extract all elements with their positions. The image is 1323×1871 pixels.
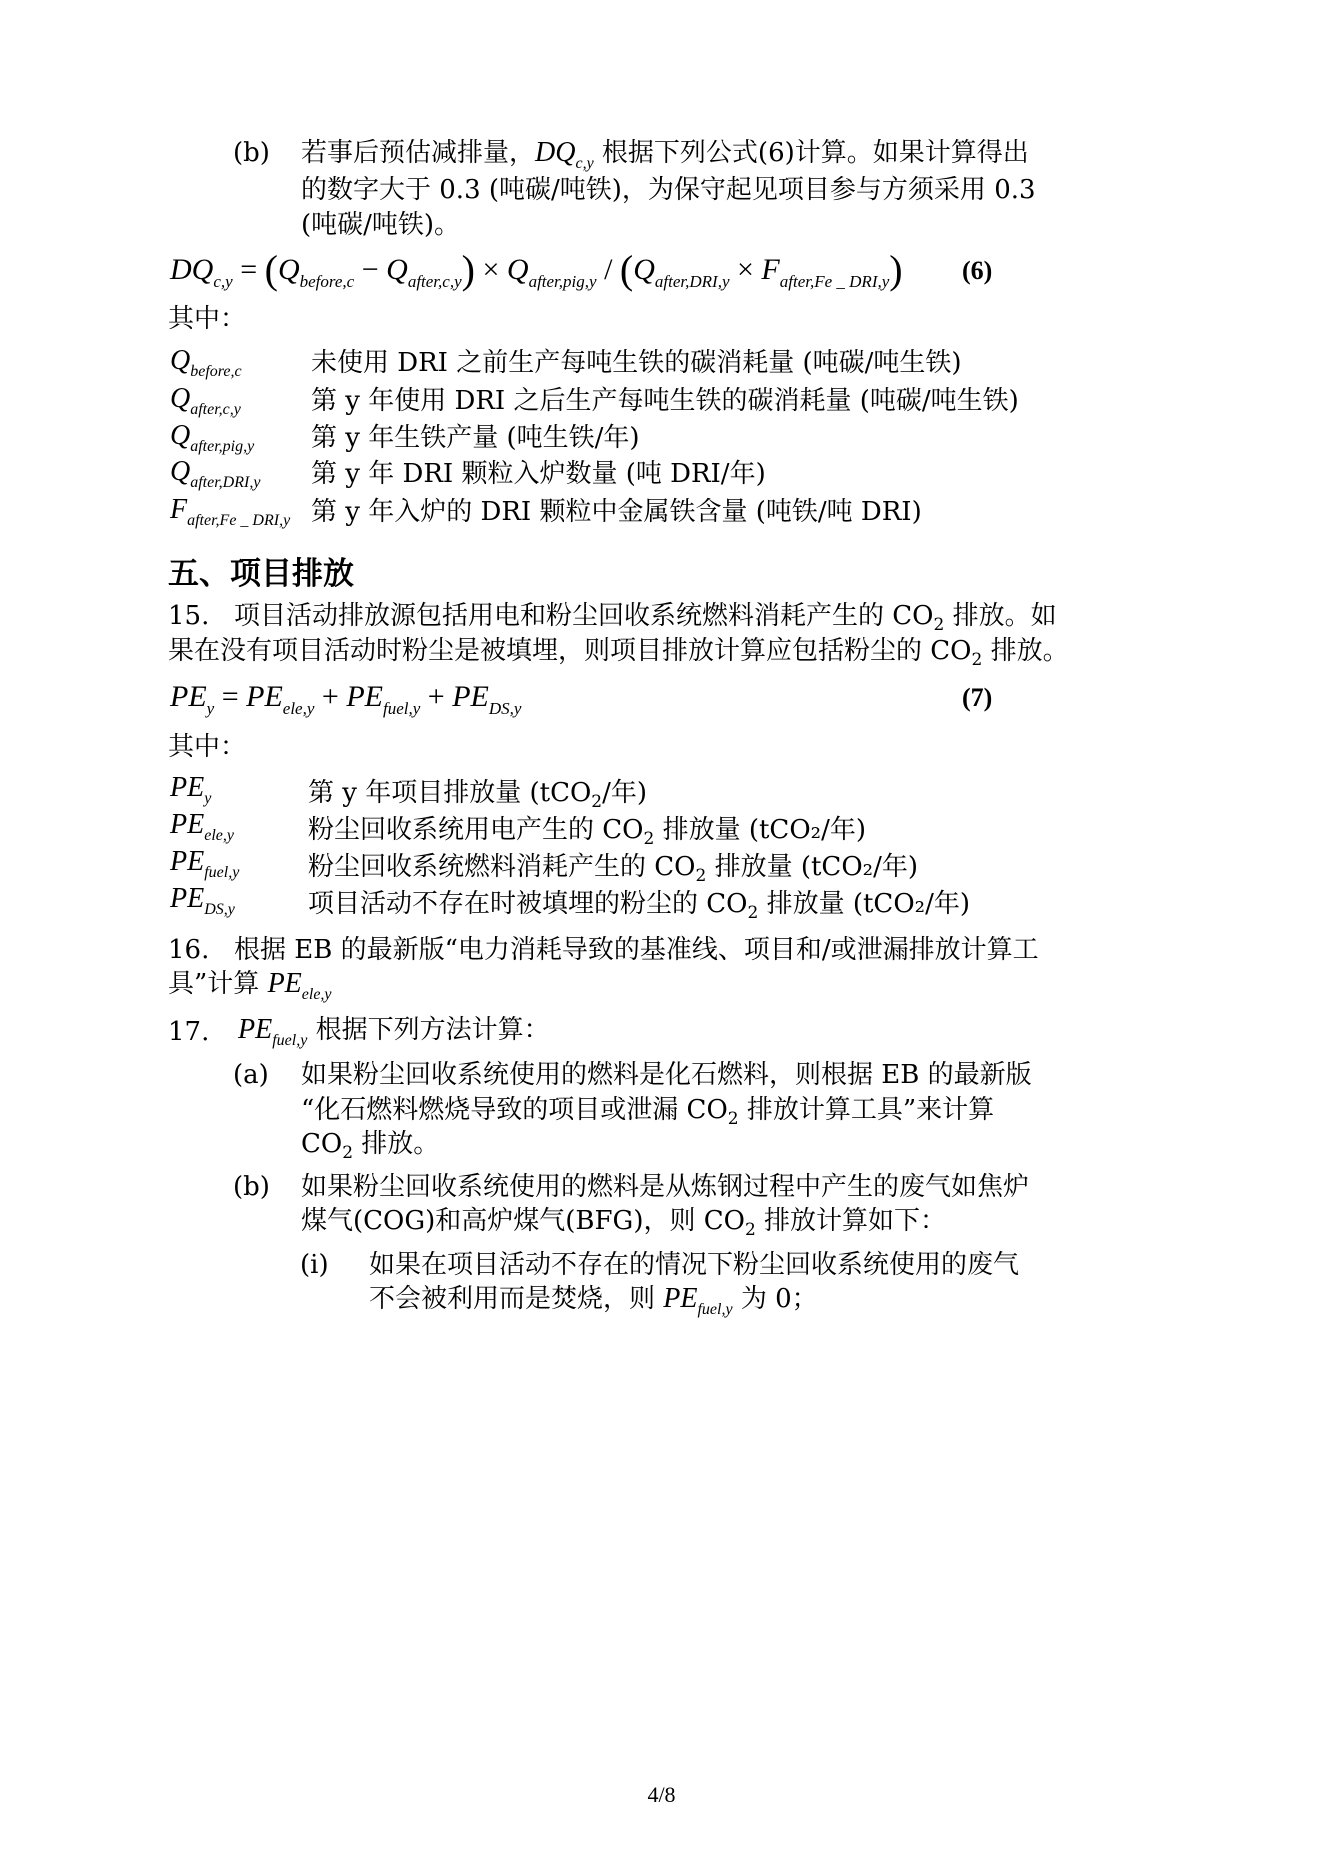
pe-fuel-symbol-2: $PE_{fuel,y}$	[663, 1283, 733, 1318]
item-b2-line1: 如果粉尘回收系统使用的燃料是从炼钢过程中产生的废气如焦炉	[301, 1172, 1030, 1202]
item-a-line3: $CO_2$ 排放。	[301, 1129, 440, 1163]
equation-7: $PE_y = PE_{ele,y} + PE_{fuel,y} + PE_{DS,y}$	[170, 680, 522, 718]
equation-7-number: (7)	[962, 683, 993, 712]
def6-desc: 第 y 年项目排放量 (tCO$_2$/年)	[308, 778, 648, 812]
def7-symbol: $PE_{ele,y}$	[170, 809, 234, 844]
def5-desc: 第 y 年入炉的 DRI 颗粒中金属铁含量 (吨铁/吨 DRI)	[311, 497, 922, 527]
para15-line1: 项目活动排放源包括用电和粉尘回收系统燃料消耗产生的 $CO_2$ 排放。如	[234, 601, 1057, 635]
item-a-line2: “化石燃料燃烧导致的项目或泄漏 $CO_2$ 排放计算工具”来计算	[301, 1095, 995, 1129]
para17-line: $PE_{fuel,y}$ 根据下列方法计算：	[238, 1014, 550, 1049]
item-b-line3: (吨碳/吨铁)。	[301, 210, 461, 240]
item-b2-line2: 煤气(COG)和高炉煤气(BFG)，则 $CO_2$ 排放计算如下：	[301, 1206, 947, 1240]
pe-fuel-symbol: $PE_{fuel,y}$	[238, 1014, 308, 1049]
item-i-marker: (i)	[300, 1250, 329, 1280]
item-a-marker: (a)	[233, 1060, 269, 1090]
item-b2-marker: (b)	[233, 1172, 270, 1202]
def7-desc: 粉尘回收系统用电产生的 $CO_2$ 排放量 (tCO₂/年)	[308, 815, 866, 849]
def1-symbol: $Q_{before,c}$	[170, 345, 242, 380]
def1-desc: 未使用 DRI 之前生产每吨生铁的碳消耗量 (吨碳/吨生铁)	[311, 348, 962, 378]
dq-symbol: $DQ_{c,y}$	[535, 137, 594, 172]
def3-desc: 第 y 年生铁产量 (吨生铁/年)	[311, 423, 640, 453]
equation-6-number: (6)	[962, 256, 993, 285]
def2-symbol: $Q_{after,c,y}$	[170, 383, 241, 418]
item-b-text: 若事后预估减排量，	[301, 138, 536, 168]
def4-desc: 第 y 年 DRI 颗粒入炉数量 (吨 DRI/年)	[311, 459, 766, 489]
para16-number: 16.	[168, 935, 210, 965]
para16-line1: 根据 EB 的最新版“电力消耗导致的基准线、项目和/或泄漏排放计算工	[234, 935, 1039, 965]
def2-desc: 第 y 年使用 DRI 之后生产每吨生铁的碳消耗量 (吨碳/吨生铁)	[311, 386, 1019, 416]
def5-symbol: $F_{after,Fe \_ DRI,y}$	[170, 494, 291, 529]
equation-6: $DQ_{c,y} = (Q_{before,c} - Q_{after,c,y}) \times Q_{after,pig,y} / (Q_{after,DRI,y} \times F_{after,Fe \_ DRI,y})$	[170, 247, 903, 292]
para15-number: 15.	[168, 601, 210, 631]
def4-symbol: $Q_{after,DRI,y}$	[170, 456, 261, 491]
def3-symbol: $Q_{after,pig,y}$	[170, 420, 255, 455]
item-a-line1: 如果粉尘回收系统使用的燃料是化石燃料，则根据 EB 的最新版	[301, 1060, 1032, 1090]
def9-symbol: $PE_{DS,y}$	[170, 883, 235, 918]
def8-symbol: $PE_{fuel,y}$	[170, 846, 240, 881]
item-i-line1: 如果在项目活动不存在的情况下粉尘回收系统使用的废气	[369, 1250, 1020, 1280]
where-label-1: 其中：	[168, 304, 247, 334]
item-b-marker: (b)	[233, 138, 270, 168]
para17-number: 17.	[168, 1017, 210, 1047]
def9-desc: 项目活动不存在时被填埋的粉尘的 $CO_2$ 排放量 (tCO₂/年)	[308, 889, 970, 923]
def8-desc: 粉尘回收系统燃料消耗产生的 $CO_2$ 排放量 (tCO₂/年)	[308, 852, 918, 886]
item-b-line2: 的数字大于 0.3 (吨碳/吨铁)，为保守起见项目参与方须采用 0.3	[301, 175, 1036, 205]
def6-symbol: $PE_y$	[170, 772, 212, 807]
pe-ele-symbol: $PE_{ele,y}$	[267, 968, 332, 1003]
para16-line2: 具”计算 $PE_{ele,y}$	[168, 968, 332, 1003]
section-heading: 五、项目排放	[168, 556, 354, 592]
item-i-line2: 不会被利用而是焚烧，则 $PE_{fuel,y}$ 为 0；	[369, 1283, 818, 1318]
where-label-2: 其中：	[168, 732, 247, 762]
page-number: 4/8	[647, 1782, 676, 1807]
item-b-text-post: 根据下列公式(6)计算。如果计算得出	[593, 138, 1029, 168]
para15-line2: 果在没有项目活动时粉尘是被填埋，则项目排放计算应包括粉尘的 $CO_2$ 排放。	[168, 636, 1069, 670]
